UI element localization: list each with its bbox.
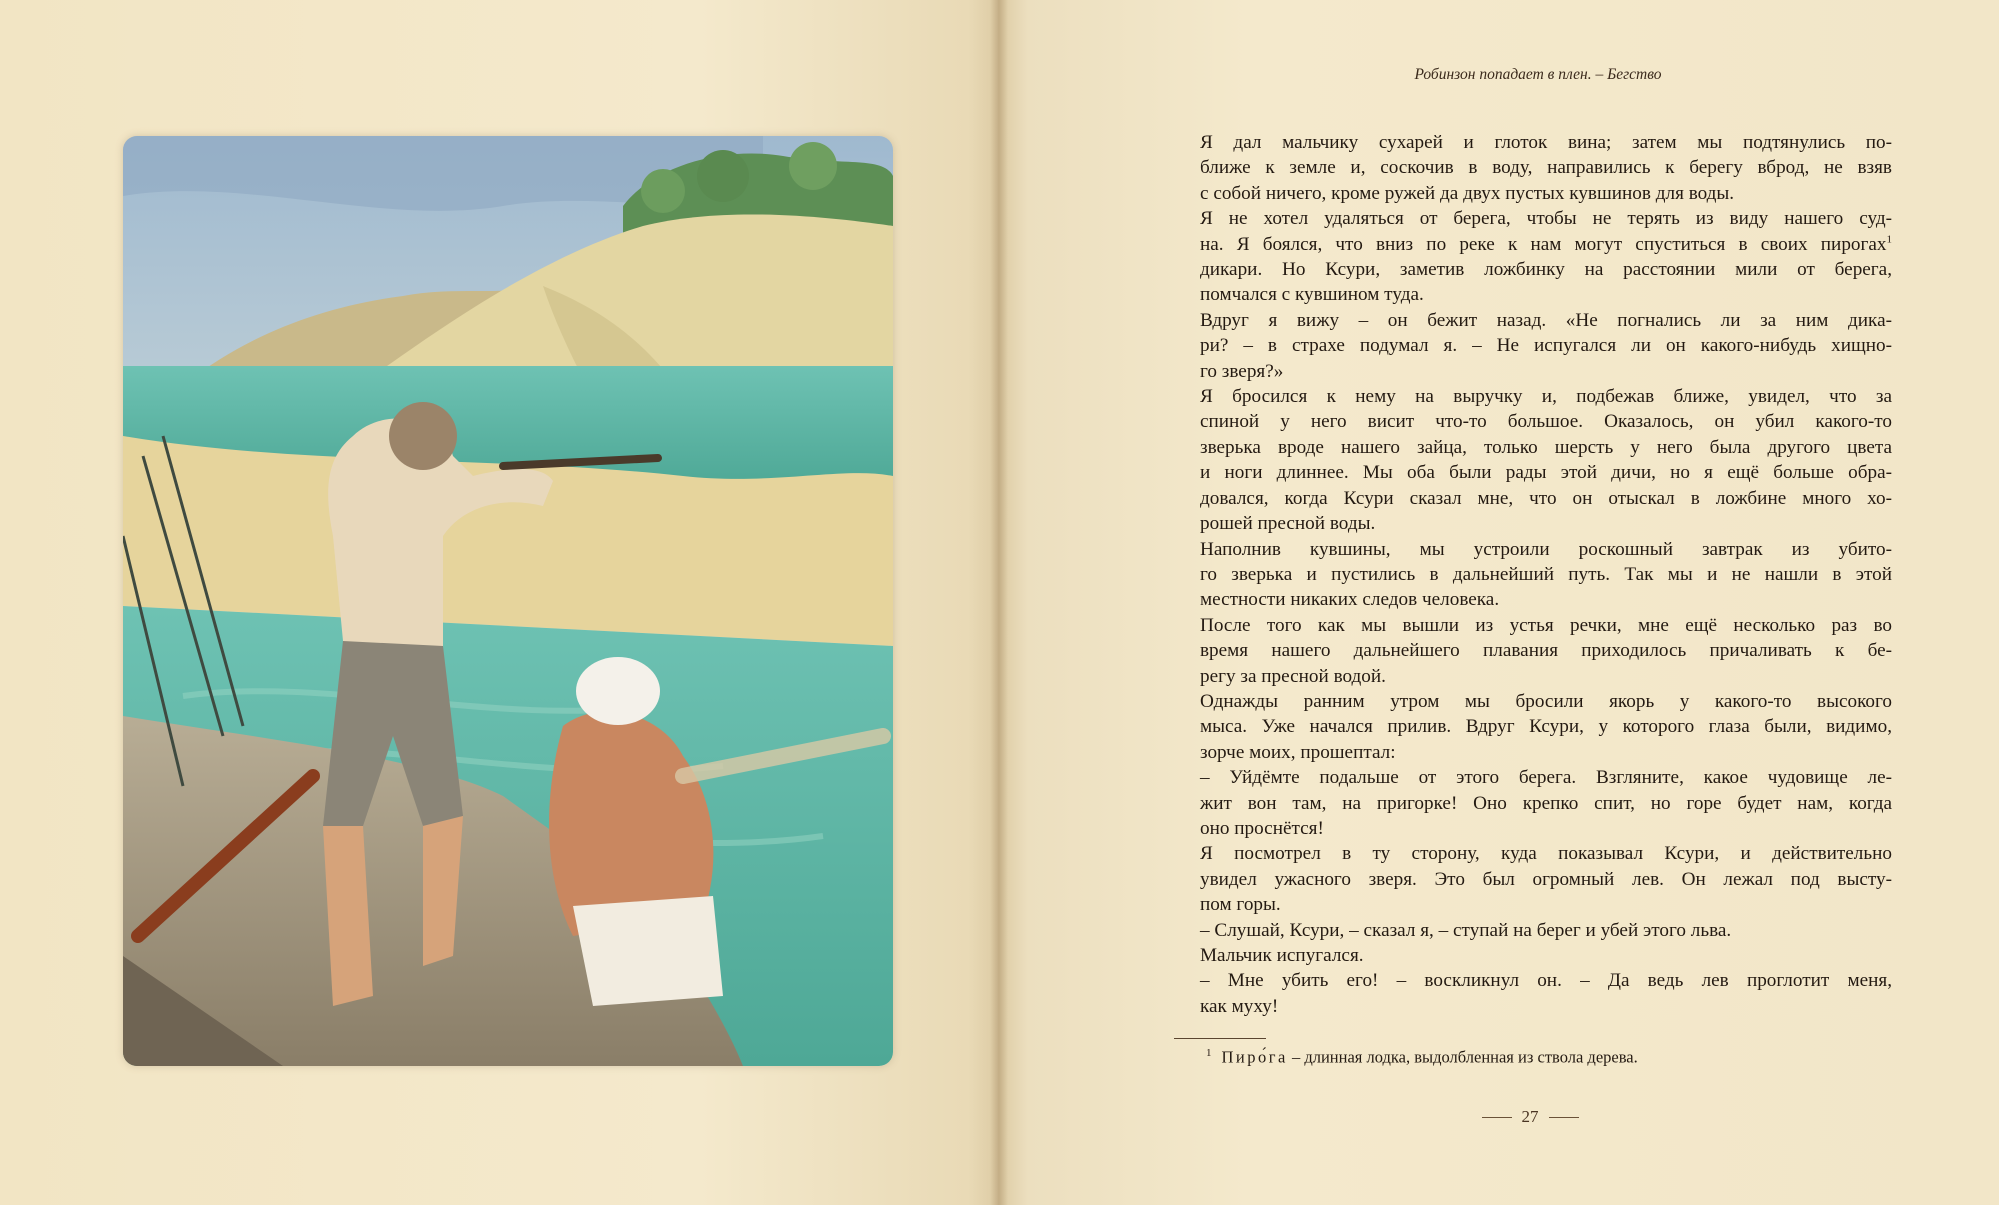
text-line: пом горы.	[1200, 894, 1281, 916]
paragraph	[1174, 689, 1892, 765]
page-number-ornament-left	[1482, 1117, 1512, 1118]
paragraph	[1174, 308, 1892, 384]
footnote-term: Пиро́га	[1221, 1047, 1288, 1067]
paragraph	[1174, 206, 1892, 308]
page-number-ornament-right	[1549, 1117, 1579, 1118]
text-line: жит вон там, на пригорке! Оно крепко спит, но горе будет нам, когда	[1200, 792, 1892, 814]
text-line: Я бросился к нему на выручку и, подбежав ближе, увидел, что за	[1200, 386, 1892, 408]
text-line: зорче моих, прошептал:	[1200, 741, 1396, 763]
text-line: – Мне убить его! – воскликнул он. – Да ведь лев проглотит меня,	[1200, 970, 1892, 992]
paragraph	[1174, 537, 1892, 613]
paragraph	[1174, 613, 1892, 689]
body-text	[1174, 130, 1892, 1019]
text-line: Однажды ранним утром мы бросили якорь у какого-то высокого	[1200, 690, 1892, 712]
text-line: помчался с кувшином туда.	[1200, 284, 1424, 306]
text-line: зверька вроде нашего зайца, только шерсть у него была другого цвета	[1200, 436, 1892, 458]
paragraph	[1174, 943, 1892, 968]
text-segment: на. Я боялся, что вниз по реке к нам могут спуститься в своих пирогах	[1200, 233, 1887, 255]
text-line: ближе к земле и, соскочив в воду, направились к берегу вброд, не взяв	[1200, 157, 1892, 179]
text-line	[1174, 232, 1892, 257]
text-line: Я дал мальчику сухарей и глоток вина; затем мы подтянулись по-	[1200, 132, 1892, 153]
text-line: с собой ничего, кроме ружей да двух пустых кувшинов для воды.	[1200, 182, 1735, 204]
paragraph	[1174, 130, 1892, 206]
illustration-image	[123, 136, 893, 1066]
footnote-marker: 1	[1886, 233, 1892, 246]
paragraph	[1174, 918, 1892, 943]
footnote	[1206, 1047, 1906, 1068]
text-line: Мальчик испугался.	[1200, 945, 1364, 966]
text-line: Я не хотел удаляться от берега, чтобы не терять из виду нашего суд-	[1200, 208, 1892, 230]
text-line: как муху!	[1200, 995, 1279, 1017]
text-line: ри? – в страхе подумал я. – Не испугался ли он какого-нибудь хищно-	[1200, 335, 1892, 357]
footnote-text: – длинная лодка, выдолбленная из ствола дерева.	[1291, 1047, 1638, 1067]
text-line: – Уйдёмте подальше от этого берега. Взгляните, какое чудовище ле-	[1200, 767, 1892, 789]
footnote-rule	[1174, 1038, 1266, 1039]
text-line: мыса. Уже начался прилив. Вдруг Ксури, у которого глаза были, видимо,	[1200, 716, 1892, 738]
paragraph	[1174, 968, 1892, 1019]
text-line: время нашего дальнейшего плавания приходилось причаливать к бе-	[1200, 640, 1892, 662]
text-line: рошей пресной воды.	[1200, 513, 1376, 535]
running-head: Робинзон попадает в плен. – Бегство	[1414, 66, 1662, 83]
paragraph	[1174, 384, 1892, 536]
text-line: оно проснётся!	[1200, 817, 1324, 839]
text-line: и ноги длиннее. Мы оба были рады этой дичи, но я ещё больше обра-	[1200, 462, 1892, 484]
text-line: регу за пресной водой.	[1200, 665, 1386, 687]
text-line: местности никаких следов человека.	[1200, 589, 1500, 611]
text-line: Наполнив кувшины, мы устроили роскошный завтрак из убито-	[1200, 538, 1892, 560]
text-line: – Слушай, Ксури, – сказал я, – ступай на берег и убей этого льва.	[1200, 919, 1732, 941]
footnote-number: 1	[1206, 1047, 1212, 1059]
text-line: довался, когда Ксури сказал мне, что он отыскал в ложбине много хо-	[1200, 487, 1892, 509]
book-gutter	[990, 0, 1008, 1205]
page-number	[1440, 1106, 1620, 1128]
page-number-value: 27	[1521, 1107, 1539, 1126]
paragraph	[1174, 841, 1892, 917]
text-line: го зверя?»	[1200, 360, 1284, 382]
text-line: дикари. Но Ксури, заметив ложбинку на расстоянии мили от берега,	[1200, 259, 1892, 281]
text-line: После того как мы вышли из устья речки, мне ещё несколько раз во	[1200, 614, 1892, 636]
text-line: Я посмотрел в ту сторону, куда показывал Ксури, и действительно	[1200, 843, 1892, 865]
text-line: Вдруг я вижу – он бежит назад. «Не погнались ли за ним дика-	[1200, 309, 1892, 331]
text-line: спиной у него висит что-то большое. Оказалось, он убил какого-то	[1200, 411, 1892, 433]
text-line: увидел ужасного зверя. Это был огромный лев. Он лежал под высту-	[1200, 868, 1892, 890]
text-line: го зверька и пустились в дальнейший путь. Так мы и не нашли в этой	[1200, 563, 1892, 585]
watercolor-illustration	[123, 136, 893, 1066]
paragraph	[1174, 765, 1892, 841]
